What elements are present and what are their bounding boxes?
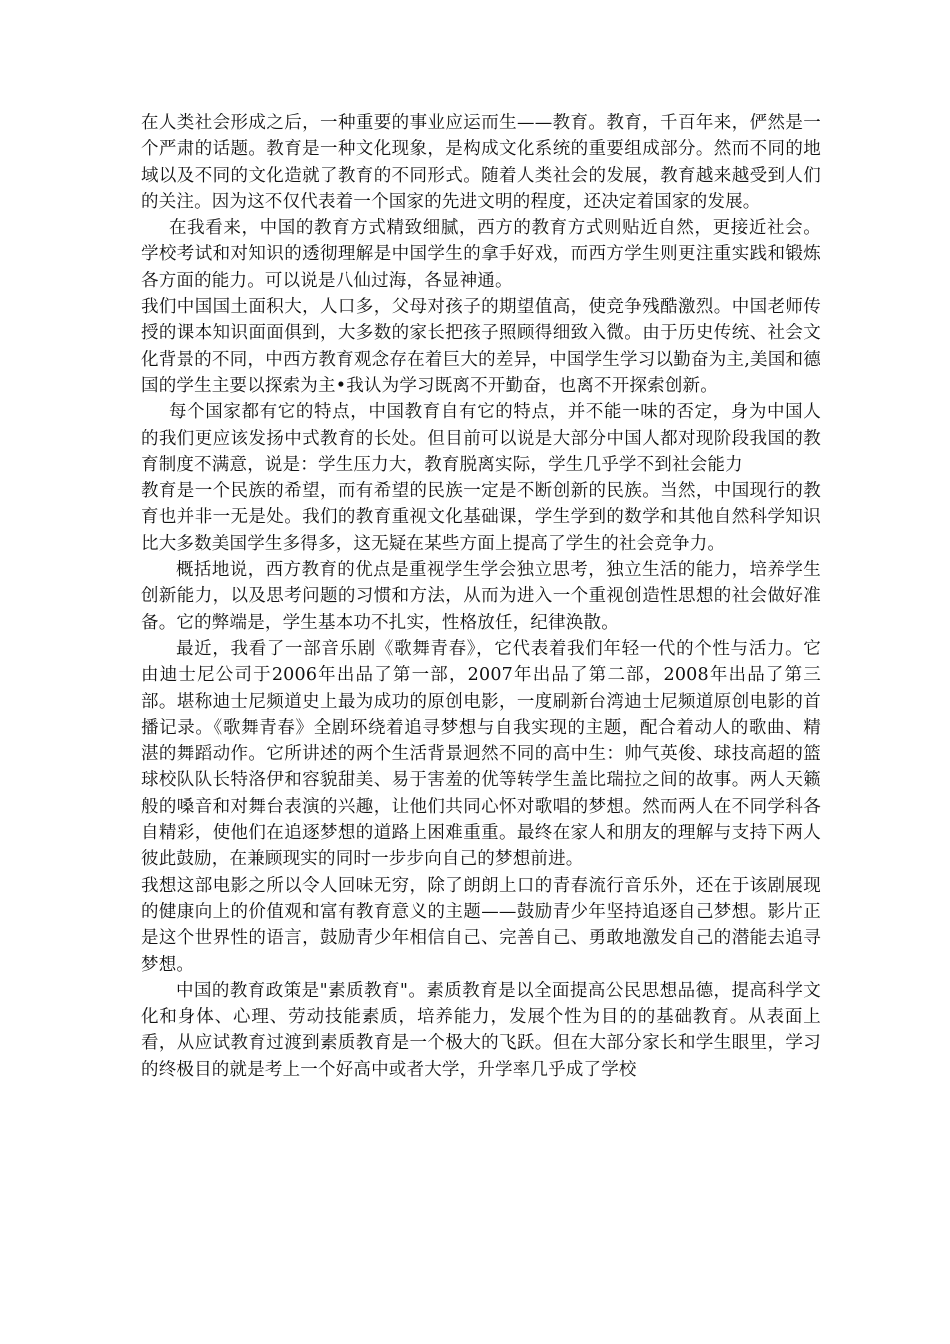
document-body (141, 110, 821, 1083)
paragraph-quality-education: 中国的教育政策是"素质教育"。素质教育是以全面提高公民思想品德，提高科学文化和身体、心理、劳动技能素质，培养能力，发展个性为目的的基础教育。从表面上看，从应试教育过渡到素质教育是一个极大的飞跃。但在大部分家长和学生眼里，学习的终极目的就是考上一个好高中或者大学，升学率几乎成了学校 (141, 980, 821, 1080)
paragraph-china-competition: 我们中国国土面积大，人口多，父母对孩子的期望值高，使竞争残酷激烈。中国老师传授的课本知识面面俱到，大多数的家长把孩子照顾得细致入微。由于历史传统、社会文化背景的不同，中西方教育观念存在着巨大的差异，中国学生学习以勤奋为主,美国和德国的学生主要以探索为主•我认为学习既离不开勤奋，也离不开探索创新。 (141, 297, 821, 396)
paragraph-film-reflection: 我想这部电影之所以令人回味无穷，除了朗朗上口的青春流行音乐外，还在于该剧展现的健康向上的价值观和富有教育意义的主题——鼓励青少年坚持追逐自己梦想。影片正是这个世界性的语言，鼓励青少年相信自己、完善自己、勇敢地激发自己的潜能去追寻梦想。 (141, 875, 821, 975)
paragraph-comparison: 在我看来，中国的教育方式精致细腻，西方的教育方式则贴近自然，更接近社会。学校考试和对知识的透彻理解是中国学生的拿手好戏，而西方学生则更注重实践和锻炼各方面的能力。可以说是八仙过海，各显神通。 (141, 218, 821, 291)
paragraph-high-school-musical: 最近，我看了一部音乐剧《歌舞青春》，它代表着我们年轻一代的个性与活力。它由迪士尼公司于2006年出品了第一部，2007年出品了第二部，2008年出品了第三部。堪称迪士尼频道史上最为成功的原创电影，一度刷新台湾迪士尼频道原创电影的首播记录。《歌舞青春》全剧环绕着追寻梦想与自我实现的主题，配合着动人的歌曲、精湛的舞蹈动作。它所讲述的两个生活背景迥然不同的高中生：帅气英俊、球技高超的篮球校队队长特洛伊和容貌甜美、易于害羞的优等转学生盖比瑞拉之间的故事。两人天籁般的嗓音和对舞台表演的兴趣，让他们共同心怀对歌唱的梦想。然而两人在不同学科各自精彩，使他们在追逐梦想的道路上困难重重。最终在家人和朋友的理解与支持下两人彼此鼓励，在兼顾现实的同时一步步向自己的梦想前进。 (141, 638, 821, 870)
paragraph-western-summary: 概括地说，西方教育的优点是重视学生学会独立思考，独立生活的能力，培养学生创新能力，以及思考问题的习惯和方法，从而为进入一个重视创造性思想的社会做好准备。它的弊端是，学生基本功不扎实，性格放任，纪律涣散。 (141, 560, 821, 633)
paragraph-national-hope: 教育是一个民族的希望，而有希望的民族一定是不断创新的民族。当然，中国现行的教育也并非一无是处。我们的教育重视文化基础课，学生学到的数学和其他自然科学知识比大多数美国学生多得多，这无疑在某些方面上提高了学生的社会竞争力。 (141, 481, 821, 554)
paragraph-intro: 在人类社会形成之后，一种重要的事业应运而生——教育。教育，千百年来，俨然是一个严肃的话题。教育是一种文化现象，是构成文化系统的重要组成部分。然而不同的地域以及不同的文化造就了教育的不同形式。随着人类社会的发展，教育越来越受到人们的关注。因为这不仅代表着一个国家的先进文明的程度，还决定着国家的发展。 (141, 113, 821, 212)
paragraph-national-features: 每个国家都有它的特点，中国教育自有它的特点，并不能一味的否定，身为中国人的我们更应该发扬中式教育的长处。但目前可以说是大部分中国人都对现阶段我国的教育制度不满意，说是：学生压力大，教育脱离实际，学生几乎学不到社会能力 (141, 402, 821, 475)
